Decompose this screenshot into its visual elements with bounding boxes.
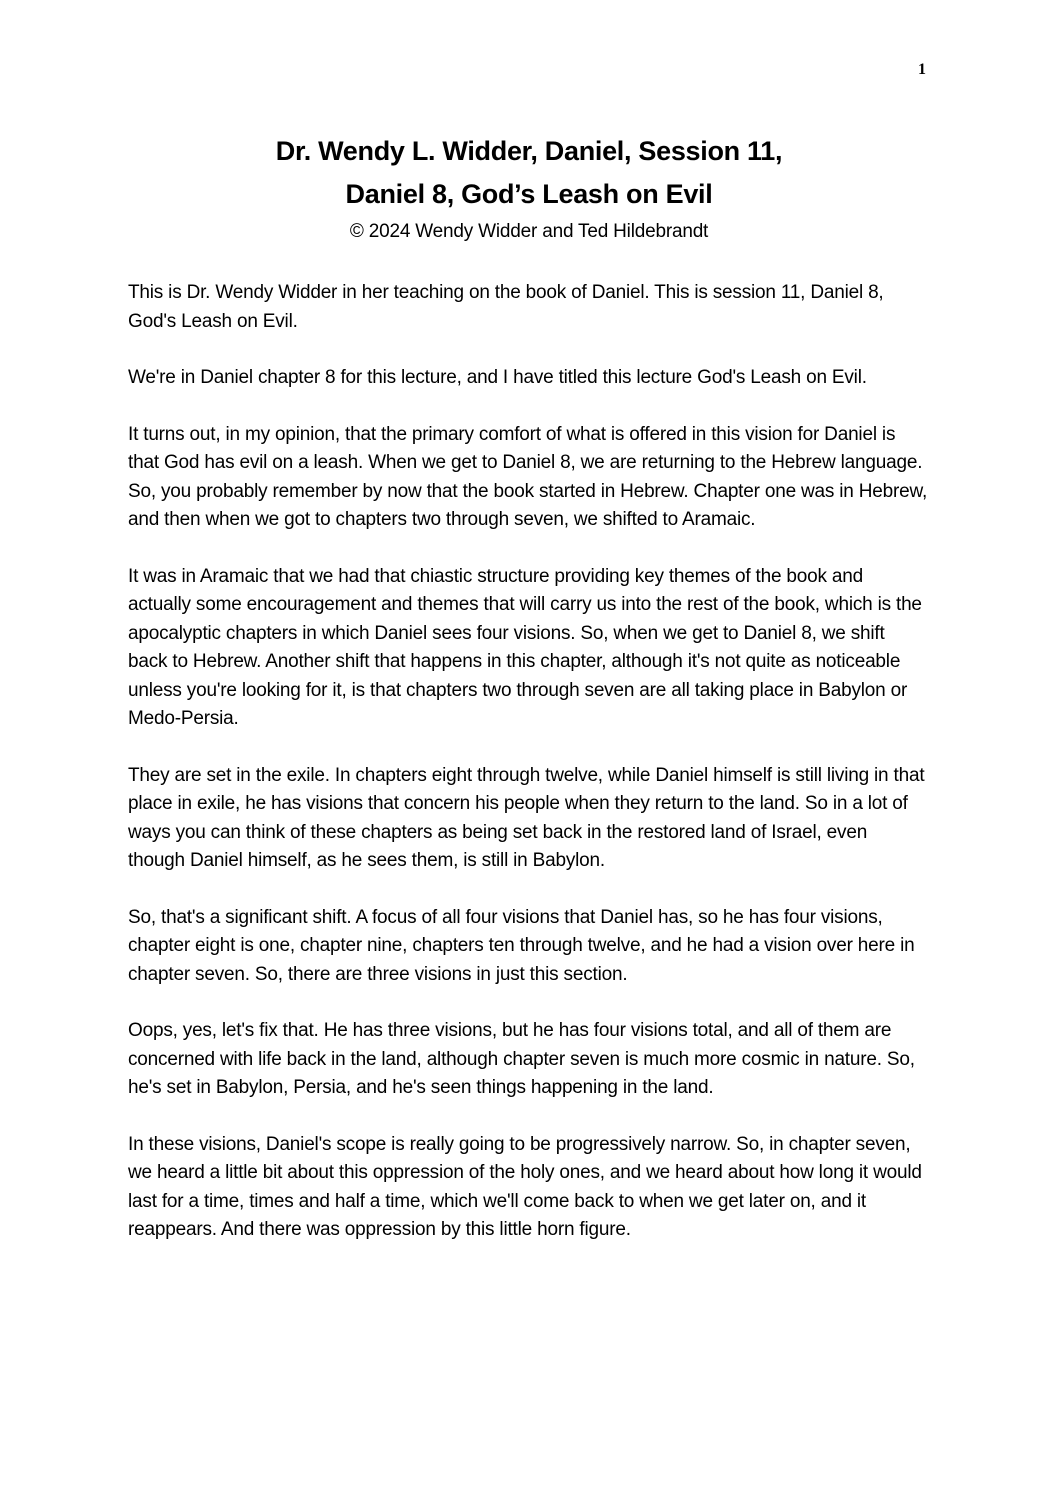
document-title bbox=[0, 130, 1058, 216]
paragraph: Oops, yes, let's fix that. He has three visions, but he has four visions total, and all of them are concerned with life back in the land, although chapter seven is much more cosmic in nature. So, he's set in Babylon, Persia, and he's seen things happening in the land. bbox=[128, 1020, 915, 1098]
paragraph: They are set in the exile. In chapters eight through twelve, while Daniel himself is still living in that place in exile, he has visions that concern his people when they return to the land. So in a lot of ways you can think of these chapters as being set back in the restored land of Israel, even though Daniel himself, as he sees them, is still in Babylon. bbox=[128, 764, 925, 871]
title-block bbox=[0, 0, 1058, 246]
copyright-line: © 2024 Wendy Widder and Ted Hildebrandt bbox=[349, 221, 709, 242]
paragraph: This is Dr. Wendy Widder in her teaching on the book of Daniel. This is session 11, Daniel 8, God's Leash on Evil. bbox=[128, 282, 884, 332]
page-number: 1 bbox=[918, 61, 926, 78]
paragraph: It turns out, in my opinion, that the primary comfort of what is offered in this vision for Daniel is that God has evil on a leash. When we get to Daniel 8, we are returning to the Hebrew language. So, you probably remember by now that the book started in Hebrew. Chapter one was in Hebrew, and then when we got to chapters two through seven, we shifted to Aramaic. bbox=[128, 423, 928, 530]
transcript-body bbox=[128, 279, 928, 1245]
paragraph: So, that's a significant shift. A focus of all four visions that Daniel has, so he has four visions, chapter eight is one, chapter nine, chapters ten through twelve, and he had a vision over here in chapter seven. So, there are three visions in just this section. bbox=[128, 906, 915, 985]
paragraph: We're in Daniel chapter 8 for this lecture, and I have titled this lecture God's Leash on Evil. bbox=[128, 367, 867, 388]
paragraph: In these visions, Daniel's scope is really going to be progressively narrow. So, in chapter seven, we heard a little bit about this oppression of the holy ones, and we heard about how long it would last for a time, times and half a time, which we'll come back to when we get later on, and it reappears. And there was oppression by this little horn figure. bbox=[128, 1133, 922, 1240]
title-line-1: Dr. Wendy L. Widder, Daniel, Session 11, bbox=[275, 136, 783, 166]
title-line-2: Daniel 8, God’s Leash on Evil bbox=[345, 179, 713, 209]
paragraph: It was in Aramaic that we had that chiastic structure providing key themes of the book and actually some encouragement and themes that will carry us into the rest of the book, which is the apocalyptic chapters in which Daniel sees four visions. So, when we get to Daniel 8, we shift back to Hebrew. Another shift that happens in this chapter, although it's not quite as noticeable unless you're looking for it, is that chapters two through seven are all taking place in Babylon or Medo-Persia. bbox=[128, 565, 922, 729]
